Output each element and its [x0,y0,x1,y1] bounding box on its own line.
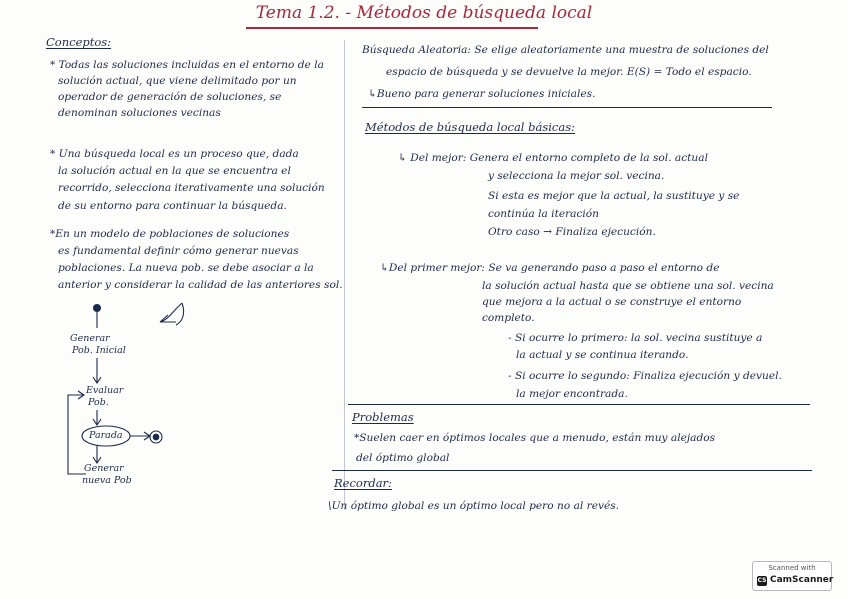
primer-line-1: ↳Del primer mejor: Se va generando paso a paso el entorno de [380,262,720,274]
concept-2-line-3: recorrido, selecciona iterativamente una solución [58,182,325,194]
recordar-line: \Un óptimo global es un óptimo local pero no al revés. [328,500,620,512]
mejor-line-1: ↳ Del mejor: Genera el entorno completo de la sol. actual [398,152,708,164]
mejor-line-3: Si esta es mejor que la actual, la sustituye y se [488,190,740,202]
flow-nueva-label-2: nueva Pob [82,475,132,486]
flow-start-dot [94,305,101,312]
primer-case-1: - Si ocurre lo primero: la sol. vecina sustituye a [508,332,763,344]
mejor-line-5: Otro caso → Finaliza ejecución. [488,226,656,238]
divider-1 [362,107,772,108]
flow-evaluar-label-1: Evaluar [86,385,124,396]
concept-1-line-3: operador de generación de soluciones, se [58,91,282,103]
column-divider [344,40,345,510]
primer-case-2: la actual y se continua iterando. [516,349,689,361]
flow-end-inner [153,434,159,440]
metodos-heading: Métodos de búsqueda local básicas: [365,120,576,134]
page-title: Tema 1.2. - Métodos de búsqueda local [255,3,593,23]
flow-generar-label-1: Generar [70,333,110,344]
problemas-line-1: *Suelen caer en óptimos locales que a menudo, están muy alejados [354,432,716,444]
busqueda-line-1: Búsqueda Aleatoria: Se elige aleatoriamente una muestra de soluciones del [362,44,769,56]
conceptos-heading: Conceptos: [46,35,112,49]
concept-2-line-1: * Una búsqueda local es un proceso que, dada [50,148,299,160]
divider-2 [348,404,810,405]
concept-1-line-1: * Todas las soluciones incluidas en el entorno de la [50,59,324,71]
flow-generar-label-2: Pob. Inicial [72,345,126,356]
camscanner-watermark [752,561,832,591]
concept-2-line-2: la solución actual en la que se encuentra el [58,165,291,177]
concept-3-line-4: anterior y considerar la calidad de las anteriores sol. [58,279,343,291]
primer-line-4: completo. [482,312,535,324]
problemas-heading: Problemas [352,410,414,424]
divider-3 [332,470,812,471]
flow-nueva-label-1: Generar [84,463,124,474]
primer-line-3: que mejora a la actual o se construye el entorno [482,296,742,308]
scanner-line-2: CamScanner [770,575,834,585]
concept-3-line-2: es fundamental definir cómo generar nuevas [58,245,299,257]
primer-line-2: la solución actual hasta que se obtiene una sol. vecina [482,280,774,292]
concept-3-line-1: *En un modelo de poblaciones de soluciones [50,228,290,240]
mejor-line-2: y selecciona la mejor sol. vecina. [488,170,665,182]
busqueda-line-3: ↳Bueno para generar soluciones iniciales. [368,88,596,100]
primer-case-3: - Si ocurre lo segundo: Finaliza ejecución y devuel. [508,370,782,382]
flow-evaluar-label-2: Pob. [88,397,109,408]
scanner-line-1: Scanned with [768,564,816,572]
busqueda-line-2: espacio de búsqueda y se devuelve la mejor. E(S) = Todo el espacio. [386,66,752,78]
recordar-heading: Recordar: [334,476,392,490]
concept-2-line-4: de su entorno para continuar la búsqueda. [58,200,287,212]
concept-1-line-2: solución actual, que viene delimitado por un [58,75,297,87]
hand-drawn-arrow [160,303,182,322]
primer-case-4: la mejor encontrada. [516,388,628,400]
problemas-line-2: del óptimo global [356,452,450,464]
camscanner-logo-icon: CS [757,577,767,584]
mejor-line-4: continúa la iteración [488,208,599,220]
concept-3-line-3: poblaciones. La nueva pob. se debe asociar a la [58,262,314,274]
concept-1-line-4: denominan soluciones vecinas [58,107,221,119]
flow-parada-label: Parada [89,430,123,441]
